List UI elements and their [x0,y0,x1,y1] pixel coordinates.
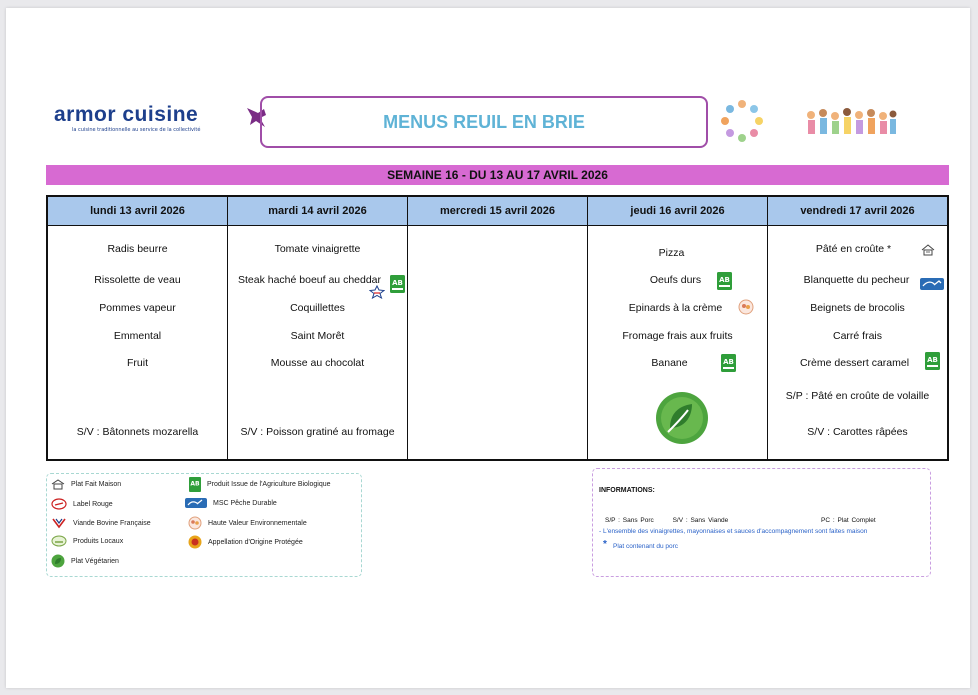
information-box [592,468,931,577]
abbr-plat-complet: PC : Plat Complet [821,517,876,524]
day-header: vendredi 17 avril 2026 [768,197,947,226]
vegetarian-leaf-icon [654,390,710,450]
legend [46,473,362,577]
svg-text:AB: AB [392,279,403,287]
legend-label: Haute Valeur Environnementale [208,519,307,527]
armor-cuisine-logo [54,103,214,133]
dish: Carré frais [832,330,882,342]
abbr-sans-viande: S/V : Sans Viande [672,517,729,524]
dish: Fromage frais aux fruits [622,330,733,342]
legend-item [51,554,119,568]
dish: Mousse au chocolat [270,357,365,369]
page-title: MENUS REUIL EN BRIE [383,111,585,132]
local-products-icon [51,535,67,547]
legend-item [51,479,121,490]
dish: Oeufs durs [649,274,702,286]
pork-note: Plat contenant du porc [613,543,679,550]
legend-item [188,535,303,549]
dish: Radis beurre [107,243,168,255]
alternative-dish: S/V : Carottes râpées [807,426,908,438]
day-header: mardi 14 avril 2026 [228,197,407,226]
svg-text:AB: AB [719,276,730,284]
star-symbol: * [603,539,607,550]
menu-table [46,195,949,461]
alternative-dish: S/V : Bâtonnets mozarella [76,426,199,438]
msc-icon [920,275,944,294]
msc-icon [185,498,207,508]
dish: Banane [651,357,688,369]
dish: Pommes vapeur [99,302,176,314]
vbf-icon [51,517,67,529]
ab-icon [717,272,732,294]
legend-label: Produits Locaux [73,537,124,545]
dish: Rissolette de veau [94,274,181,286]
day-column-monday [48,197,228,459]
alternative-dish: S/P : Pâté en croûte de volaille [785,390,930,402]
title-box [260,96,708,148]
legend-label: MSC Pêche Durable [213,499,277,507]
dish: Steak haché boeuf au cheddar [237,274,382,286]
abbr-sans-porc: S/P : Sans Porc [605,517,654,524]
label-rouge-icon [51,498,67,510]
dish: Blanquette du pecheur [803,274,910,286]
ab-icon [721,354,736,376]
alternative-dish: S/V : Poisson gratiné au fromage [240,426,395,438]
dish: Emmental [113,330,162,342]
legend-item [51,498,113,510]
dish: Coquillettes [290,302,345,314]
house-icon [921,241,935,260]
week-banner [46,165,949,185]
dish: Crème dessert caramel [799,357,910,369]
hve-icon [188,516,202,530]
dish: Saint Morêt [290,330,345,342]
children-group-icon [803,103,898,147]
week-label: SEMAINE 16 - DU 13 AU 17 AVRIL 2026 [387,168,608,182]
legend-label: Plat Végétarien [71,557,119,565]
legend-label: Plat Fait Maison [71,481,122,488]
day-header: mercredi 15 avril 2026 [408,197,587,226]
dish: Pâté en croûte * [815,243,892,255]
ab-icon [390,275,405,297]
aop-icon [188,535,202,549]
legend-label: Appellation d'Origine Protégée [208,538,303,546]
svg-text:AB: AB [190,480,200,488]
dish: Fruit [127,357,148,369]
day-column-wednesday [408,197,588,459]
svg-text:AB: AB [723,358,734,366]
day-header: jeudi 16 avril 2026 [588,197,767,226]
dish: Tomate vinaigrette [274,243,361,255]
ab-icon [189,477,201,492]
menu-page [6,8,970,688]
day-column-tuesday [228,197,408,459]
dish: Pizza [658,247,685,259]
dish: Epinards à la crème [628,302,723,314]
legend-item [189,477,331,492]
legend-item [51,517,151,529]
sauces-note: - L'ensemble des vinaigrettes, mayonnaises et sauces d'accompagnement sont faites maison [599,528,868,535]
leaf-icon [51,554,65,568]
svg-text:AB: AB [927,356,938,364]
house-icon [51,479,65,490]
hve-icon [738,299,754,319]
legend-label: Produit Issue de l'Agriculture Biologique [207,481,331,488]
legend-item [188,516,307,530]
legend-item [51,535,123,547]
abbreviations [605,517,892,524]
information-title: INFORMATIONS: [599,487,655,494]
dish: Beignets de brocolis [810,302,905,314]
legend-item [185,498,277,508]
vbf-icon [369,284,385,303]
day-column-friday [768,197,947,459]
logo-subtitle: la cuisine traditionnelle au service de la collectivité [72,127,201,133]
logo-title: armor cuisine [54,103,199,126]
legend-label: Viande Bovine Française [73,519,151,527]
ab-icon [925,352,940,374]
day-header: lundi 13 avril 2026 [48,197,227,226]
day-column-thursday [588,197,768,459]
children-circle-icon [719,98,765,148]
legend-label: Label Rouge [73,500,113,508]
